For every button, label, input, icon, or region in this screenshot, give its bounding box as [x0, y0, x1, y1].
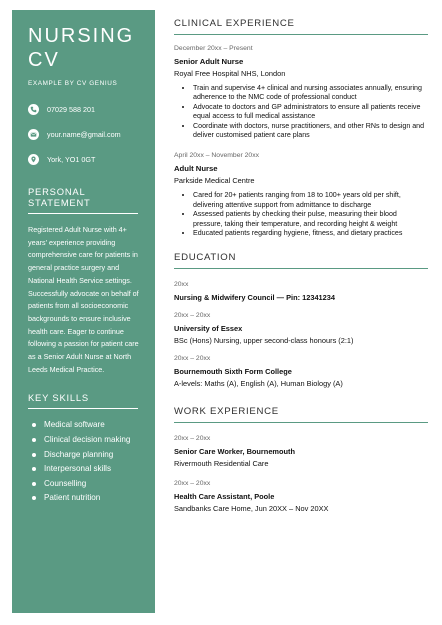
job-entry — [174, 45, 428, 140]
education-title: University of Essex — [174, 324, 243, 334]
key-skills-list — [28, 418, 140, 506]
clinical-experience-heading: CLINICAL EXPERIENCE — [174, 18, 428, 35]
work-date: 20xx – 20xx — [174, 435, 211, 443]
job-title: Senior Adult Nurse — [174, 57, 244, 66]
key-skills-heading: KEY SKILLS — [28, 392, 138, 409]
list-item: • Educated patients regarding hygiene, fitness, and dietary practices — [193, 229, 428, 238]
education-detail: BSc (Hons) Nursing, upper second-class honours (2:1) — [174, 336, 354, 346]
list-item: Counselling — [28, 477, 140, 492]
work-entry — [174, 480, 428, 513]
list-item: Patient nutrition — [28, 491, 140, 506]
list-item: • Cared for 20+ patients ranging from 18 to 100+ years old per shift, delivering attentive support from admittance to discharge — [193, 191, 428, 210]
education-entry — [174, 355, 428, 388]
contact-location-text: York, YO1 0GT — [47, 155, 96, 164]
work-date: 20xx – 20xx — [174, 480, 211, 488]
work-entry — [174, 435, 428, 468]
education-title: Bournemouth Sixth Form College — [174, 367, 292, 377]
education-entry — [174, 281, 428, 302]
contact-phone — [28, 103, 140, 116]
job-entry — [174, 152, 428, 238]
job-org: Parkside Medical Centre — [174, 176, 255, 186]
list-item: • Advocate to doctors and GP administrators to ensure all patients receive equal access to full medical assistance — [193, 103, 428, 122]
work-org: Rivermouth Residential Care — [174, 459, 269, 469]
job-date: April 20xx – November 20xx — [174, 152, 259, 160]
contact-location — [28, 153, 140, 166]
main-content — [174, 18, 428, 513]
phone-icon — [28, 104, 39, 115]
work-org: Sandbanks Care Home, Jun 20XX – Nov 20XX — [174, 504, 329, 514]
work-title: Senior Care Worker, Bournemouth — [174, 447, 296, 457]
education-detail: A-levels: Maths (A), English (A), Human Biology (A) — [174, 379, 343, 389]
list-item: • Coordinate with doctors, nurse practitioners, and other RNs to design and deliver customised patient care plans — [193, 122, 428, 141]
job-date: December 20xx – Present — [174, 45, 253, 52]
work-title: Health Care Assistant, Poole — [174, 492, 275, 502]
education-date: 20xx — [174, 281, 189, 289]
job-title: Adult Nurse — [174, 164, 218, 174]
education-title: Nursing & Midwifery Council — Pin: 12341234 — [174, 293, 335, 303]
sidebar — [12, 10, 155, 613]
job-bullets — [174, 84, 428, 140]
contact-email — [28, 128, 140, 141]
education-date: 20xx – 20xx — [174, 312, 211, 320]
cv-subtitle: EXAMPLE BY CV GENIUS — [28, 80, 118, 87]
contact-list — [28, 103, 140, 166]
work-experience-heading: WORK EXPERIENCE — [174, 406, 428, 423]
education-heading: EDUCATION — [174, 252, 428, 269]
list-item: Medical software — [28, 418, 140, 433]
job-bullets — [174, 191, 428, 238]
email-icon — [28, 129, 39, 140]
education-date: 20xx – 20xx — [174, 355, 211, 363]
cv-title-line1: NURSING — [28, 25, 135, 47]
cv-title — [28, 24, 140, 72]
list-item: • Train and supervise 4+ clinical and nursing associates annually, ensuring adherence to the NMC code of professional conduct — [193, 84, 428, 103]
cv-title-line2: CV — [28, 49, 60, 71]
job-org: Royal Free Hospital NHS, London — [174, 69, 286, 78]
personal-statement-text: Registered Adult Nurse with 4+ years' experience providing comprehensive care for patients in general practice surgery and National Health Service settings. Successfully advocate on behalf of patients from all socioeconomic backgrounds to ensure inclusive health care. Eager to continue following a passion for patient care as a Senior Adult Nurse at North Leeds Medical Practice. — [28, 225, 139, 374]
location-pin-icon — [28, 154, 39, 165]
education-entry — [174, 312, 428, 345]
list-item: • Assessed patients by checking their pulse, measuring their blood pressure, taking their temperature, and recording height & weight — [193, 210, 428, 229]
list-item: Clinical decision making — [28, 433, 140, 448]
personal-statement-heading: PERSONAL STATEMENT — [28, 186, 138, 214]
contact-email-text: your.name@gmail.com — [47, 130, 121, 139]
contact-phone-text: 07029 588 201 — [47, 105, 95, 114]
list-item: Interpersonal skills — [28, 462, 140, 477]
list-item: Discharge planning — [28, 448, 140, 463]
